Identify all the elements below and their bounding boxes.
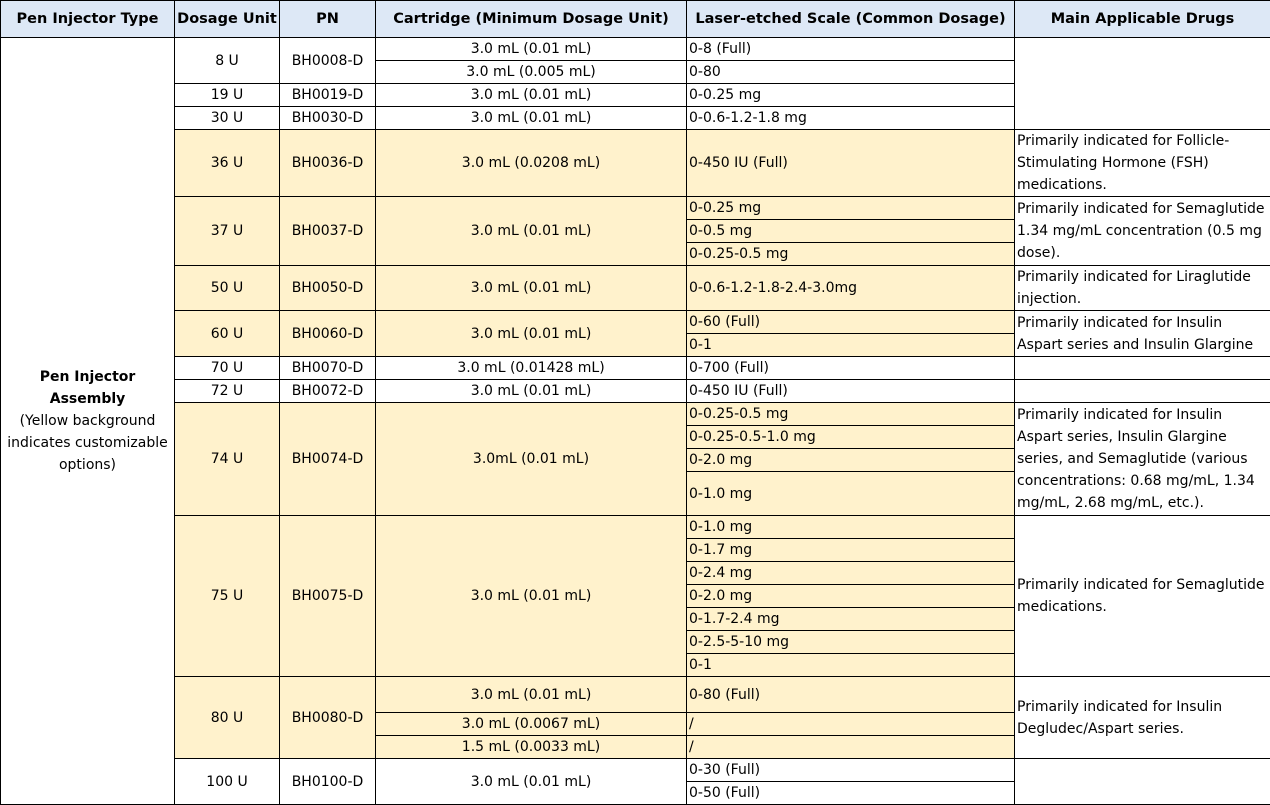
cartridge-cell: 3.0 mL (0.01 mL) xyxy=(376,311,687,357)
pn-cell: BH0070-D xyxy=(280,357,376,380)
scale-cell: / xyxy=(687,713,1015,736)
dosage-unit-cell: 72 U xyxy=(175,380,280,403)
cartridge-cell: 3.0 mL (0.01 mL) xyxy=(376,266,687,311)
scale-cell: 0-0.6-1.2-1.8 mg xyxy=(687,107,1015,130)
scale-cell: 0-700 (Full) xyxy=(687,357,1015,380)
cartridge-cell: 3.0 mL (0.01 mL) xyxy=(376,197,687,266)
header-main-drugs: Main Applicable Drugs xyxy=(1015,1,1270,38)
table-row xyxy=(1,380,1270,403)
dosage-unit-cell: 37 U xyxy=(175,197,280,266)
dosage-unit-cell: 36 U xyxy=(175,130,280,197)
dosage-unit-cell: 75 U xyxy=(175,516,280,677)
drug-cell: Primarily indicated for Insulin Aspart series, Insulin Glargine series, and Semaglutide (various concentrations: 0.68 mg/mL, 1.34 mg/mL, 2.68 mg/mL, etc.). xyxy=(1015,403,1270,516)
header-pen-injector-type: Pen Injector Type xyxy=(1,1,175,38)
scale-cell: 0-50 (Full) xyxy=(687,782,1015,805)
cartridge-cell: 3.0 mL (0.01 mL) xyxy=(376,38,687,61)
pn-cell: BH0080-D xyxy=(280,677,376,759)
scale-cell: 0-1 xyxy=(687,334,1015,357)
scale-cell: 0-1.0 mg xyxy=(687,472,1015,516)
table-row xyxy=(1,38,1270,61)
scale-cell: 0-0.6-1.2-1.8-2.4-3.0mg xyxy=(687,266,1015,311)
scale-cell: 0-2.0 mg xyxy=(687,585,1015,608)
cartridge-cell: 3.0 mL (0.0208 mL) xyxy=(376,130,687,197)
type-note: (Yellow background indicates customizable options) xyxy=(7,413,167,473)
table-row xyxy=(1,516,1270,539)
scale-cell: 0-8 (Full) xyxy=(687,38,1015,61)
dosage-unit-cell: 30 U xyxy=(175,107,280,130)
table-row xyxy=(1,197,1270,220)
cartridge-cell: 3.0 mL (0.01 mL) xyxy=(376,677,687,713)
drug-cell: Primarily indicated for Semaglutide 1.34 mg/mL concentration (0.5 mg dose). xyxy=(1015,197,1270,266)
table-row xyxy=(1,759,1270,782)
cartridge-cell: 3.0 mL (0.005 mL) xyxy=(376,61,687,84)
drug-cell: Primarily indicated for Insulin Degludec/Aspart series. xyxy=(1015,677,1270,759)
scale-cell: 0-1 xyxy=(687,654,1015,677)
scale-cell: 0-1.0 mg xyxy=(687,516,1015,539)
scale-cell: / xyxy=(687,736,1015,759)
scale-cell: 0-30 (Full) xyxy=(687,759,1015,782)
pn-cell: BH0074-D xyxy=(280,403,376,516)
pn-cell: BH0030-D xyxy=(280,107,376,130)
table-row xyxy=(1,357,1270,380)
table-row xyxy=(1,266,1270,311)
dosage-unit-cell: 80 U xyxy=(175,677,280,759)
cartridge-cell: 3.0 mL (0.0067 mL) xyxy=(376,713,687,736)
drug-cell: Primarily indicated for Follicle-Stimulating Hormone (FSH) medications. xyxy=(1015,130,1270,197)
drug-cell-empty xyxy=(1015,380,1270,403)
pn-cell: BH0037-D xyxy=(280,197,376,266)
dosage-unit-cell: 100 U xyxy=(175,759,280,805)
drug-cell: Primarily indicated for Semaglutide medications. xyxy=(1015,516,1270,677)
dosage-unit-cell: 74 U xyxy=(175,403,280,516)
dosage-unit-cell: 50 U xyxy=(175,266,280,311)
drug-cell-empty xyxy=(1015,357,1270,380)
header-laser-scale: Laser-etched Scale (Common Dosage) xyxy=(687,1,1015,38)
dosage-unit-cell: 60 U xyxy=(175,311,280,357)
dosage-unit-cell: 70 U xyxy=(175,357,280,380)
cartridge-cell: 3.0 mL (0.01 mL) xyxy=(376,380,687,403)
table-row xyxy=(1,677,1270,713)
pn-cell: BH0019-D xyxy=(280,84,376,107)
cartridge-cell: 3.0 mL (0.01 mL) xyxy=(376,759,687,805)
pn-cell: BH0060-D xyxy=(280,311,376,357)
scale-cell: 0-0.25 mg xyxy=(687,197,1015,220)
cartridge-cell: 3.0 mL (0.01 mL) xyxy=(376,107,687,130)
table-row xyxy=(1,311,1270,334)
cartridge-cell: 3.0mL (0.01 mL) xyxy=(376,403,687,516)
scale-cell: 0-0.25-0.5-1.0 mg xyxy=(687,426,1015,449)
drug-cell: Primarily indicated for Insulin Aspart series and Insulin Glargine xyxy=(1015,311,1270,357)
pn-cell: BH0072-D xyxy=(280,380,376,403)
scale-cell: 0-0.5 mg xyxy=(687,220,1015,243)
header-dosage-unit: Dosage Unit xyxy=(175,1,280,38)
scale-cell: 0-60 (Full) xyxy=(687,311,1015,334)
scale-cell: 0-2.4 mg xyxy=(687,562,1015,585)
drug-cell-empty xyxy=(1015,38,1270,130)
scale-cell: 0-2.0 mg xyxy=(687,449,1015,472)
header-cartridge: Cartridge (Minimum Dosage Unit) xyxy=(376,1,687,38)
pen-injector-type-cell xyxy=(1,38,175,805)
pn-cell: BH0100-D xyxy=(280,759,376,805)
cartridge-cell: 3.0 mL (0.01 mL) xyxy=(376,84,687,107)
dosage-unit-cell: 19 U xyxy=(175,84,280,107)
drug-cell-empty xyxy=(1015,759,1270,805)
cartridge-cell: 1.5 mL (0.0033 mL) xyxy=(376,736,687,759)
pn-cell: BH0075-D xyxy=(280,516,376,677)
scale-cell: 0-450 IU (Full) xyxy=(687,380,1015,403)
pn-cell: BH0036-D xyxy=(280,130,376,197)
dosage-unit-cell: 8 U xyxy=(175,38,280,84)
pn-cell: BH0050-D xyxy=(280,266,376,311)
table-row xyxy=(1,130,1270,197)
scale-cell: 0-80 xyxy=(687,61,1015,84)
table-row xyxy=(1,403,1270,426)
cartridge-cell: 3.0 mL (0.01428 mL) xyxy=(376,357,687,380)
scale-cell: 0-80 (Full) xyxy=(687,677,1015,713)
scale-cell: 0-0.25 mg xyxy=(687,84,1015,107)
cartridge-cell: 3.0 mL (0.01 mL) xyxy=(376,516,687,677)
scale-cell: 0-2.5-5-10 mg xyxy=(687,631,1015,654)
header-row xyxy=(1,1,1270,38)
pn-cell: BH0008-D xyxy=(280,38,376,84)
scale-cell: 0-0.25-0.5 mg xyxy=(687,243,1015,266)
scale-cell: 0-1.7-2.4 mg xyxy=(687,608,1015,631)
scale-cell: 0-0.25-0.5 mg xyxy=(687,403,1015,426)
scale-cell: 0-450 IU (Full) xyxy=(687,130,1015,197)
scale-cell: 0-1.7 mg xyxy=(687,539,1015,562)
drug-cell: Primarily indicated for Liraglutide injection. xyxy=(1015,266,1270,311)
header-pn: PN xyxy=(280,1,376,38)
type-title: Pen Injector Assembly xyxy=(40,369,136,407)
